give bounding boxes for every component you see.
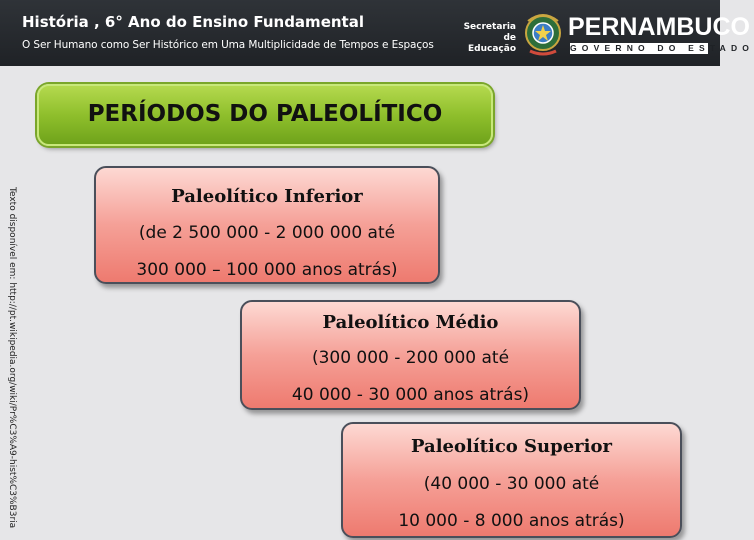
pernambuco-coat-of-arms-icon <box>522 11 564 57</box>
secretaria-label <box>454 22 516 55</box>
period-name: Paleolítico Inferior <box>171 186 363 207</box>
secretaria-line-2: Educação <box>468 44 516 54</box>
secretaria-line-1: Secretaria de <box>463 22 516 43</box>
period-name: Paleolítico Superior <box>410 436 612 457</box>
course-title: História , 6° Ano do Ensino Fundamental <box>22 13 364 31</box>
period-range-line-1: (de 2 500 000 - 2 000 000 até <box>138 223 396 243</box>
period-range-line-1: (40 000 - 30 000 até <box>423 474 600 494</box>
period-range-line-2: 40 000 - 30 000 anos atrás) <box>291 385 530 405</box>
period-name: Paleolítico Médio <box>322 312 499 333</box>
brand-name: PERNAMBUCO <box>568 13 750 41</box>
period-range-line-1: (300 000 - 200 000 até <box>311 348 510 368</box>
brand-subtitle: GOVERNO DO ESTADO <box>570 43 754 53</box>
source-note: Texto disponível em: http://pt.wikipedia.org/wiki/Pr%C3%A9-hist%C3%B3ria <box>7 187 17 529</box>
period-box-medio <box>240 300 581 410</box>
period-range-line-2: 300 000 – 100 000 anos atrás) <box>136 260 398 280</box>
slide-title-box <box>37 84 493 146</box>
period-box-superior <box>341 422 682 538</box>
course-subtitle: O Ser Humano como Ser Histórico em Uma Multiplicidade de Tempos e Espaços <box>22 39 434 51</box>
header-bar <box>0 0 754 66</box>
period-range-line-2: 10 000 - 8 000 anos atrás) <box>398 511 625 531</box>
slide-title: PERÍODOS DO PALEOLÍTICO <box>87 101 443 127</box>
period-box-inferior <box>94 166 440 284</box>
